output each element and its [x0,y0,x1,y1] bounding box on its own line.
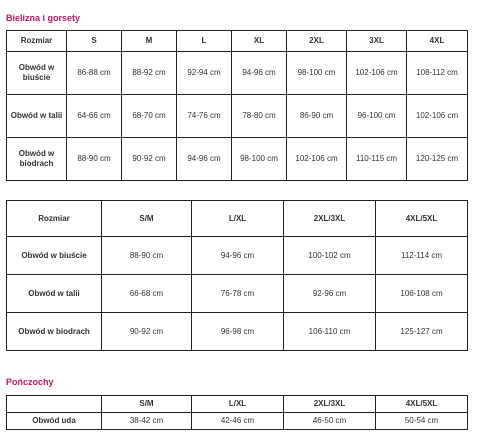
row-label: Obwód w talii [7,275,102,313]
table-cell: 96-100 cm [347,95,407,138]
table-cell: 125-127 cm [376,313,468,351]
table-header-row [7,31,468,52]
row-label: Obwód w biodrach [7,313,102,351]
table-cell: 68-70 cm [122,95,177,138]
table-cell: 38-42 cm [102,413,192,430]
header-cell: Rozmiar [7,201,102,237]
section-title-lingerie: Bielizna i gorsety [6,13,81,23]
header-cell: 4XL [407,31,468,52]
row-label: Obwód w biuście [7,52,67,95]
header-cell: XL [232,31,287,52]
table-row [7,52,468,95]
table-cell: 120-125 cm [407,138,468,181]
table-cell: 90-92 cm [122,138,177,181]
table-cell: 90-92 cm [102,313,192,351]
header-cell: L/XL [192,396,284,413]
table-cell: 92-96 cm [284,275,376,313]
table-cell: 74-76 cm [177,95,232,138]
header-cell: S [67,31,122,52]
header-cell: L [177,31,232,52]
table-cell: 76-78 cm [192,275,284,313]
lingerie-size-table [6,30,468,181]
table-cell: 42-46 cm [192,413,284,430]
section-title-stockings: Pończochy [6,377,54,387]
table-cell: 94-96 cm [177,138,232,181]
table-cell: 102-106 cm [287,138,347,181]
table-cell: 88-92 cm [122,52,177,95]
table-cell: 98-100 cm [232,138,287,181]
table-cell: 108-112 cm [407,52,468,95]
table-cell: 106-108 cm [376,275,468,313]
header-cell: S/M [102,396,192,413]
table-cell: 64-66 cm [67,95,122,138]
table-cell: 50-54 cm [376,413,468,430]
table-cell: 78-80 cm [232,95,287,138]
table-cell: 110-115 cm [347,138,407,181]
table-cell: 46-50 cm [284,413,376,430]
table-row [7,275,468,313]
header-cell: Rozmiar [7,31,67,52]
table-row [7,95,468,138]
table-cell: 88-90 cm [67,138,122,181]
header-cell: 2XL/3XL [284,396,376,413]
table-header-row [7,201,468,237]
row-label: Obwód uda [7,413,102,430]
table-cell: 66-68 cm [102,275,192,313]
table-cell: 92-94 cm [177,52,232,95]
header-cell: M [122,31,177,52]
table-cell: 94-96 cm [232,52,287,95]
table-cell: 106-110 cm [284,313,376,351]
header-cell: 2XL/3XL [284,201,376,237]
table-row [7,313,468,351]
table-cell: 94-96 cm [192,237,284,275]
stockings-size-table [6,395,468,430]
header-cell: 2XL [287,31,347,52]
table-cell: 86-90 cm [287,95,347,138]
table-cell: 98-100 cm [287,52,347,95]
header-cell: 4XL/5XL [376,396,468,413]
lingerie-combined-size-table [6,200,468,351]
table-row [7,237,468,275]
header-cell: 4XL/5XL [376,201,468,237]
header-cell: S/M [102,201,192,237]
header-cell: L/XL [192,201,284,237]
table-cell: 100-102 cm [284,237,376,275]
row-label: Obwód w biuście [7,237,102,275]
table-cell: 96-98 cm [192,313,284,351]
table-cell: 102-106 cm [407,95,468,138]
table-cell: 86-88 cm [67,52,122,95]
table-cell: 102-106 cm [347,52,407,95]
row-label: Obwód w biodrach [7,138,67,181]
table-row [7,138,468,181]
table-header-row [7,396,468,413]
table-row [7,413,468,430]
row-label: Obwód w talii [7,95,67,138]
table-cell: 112-114 cm [376,237,468,275]
header-cell [7,396,102,413]
header-cell: 3XL [347,31,407,52]
table-cell: 88-90 cm [102,237,192,275]
